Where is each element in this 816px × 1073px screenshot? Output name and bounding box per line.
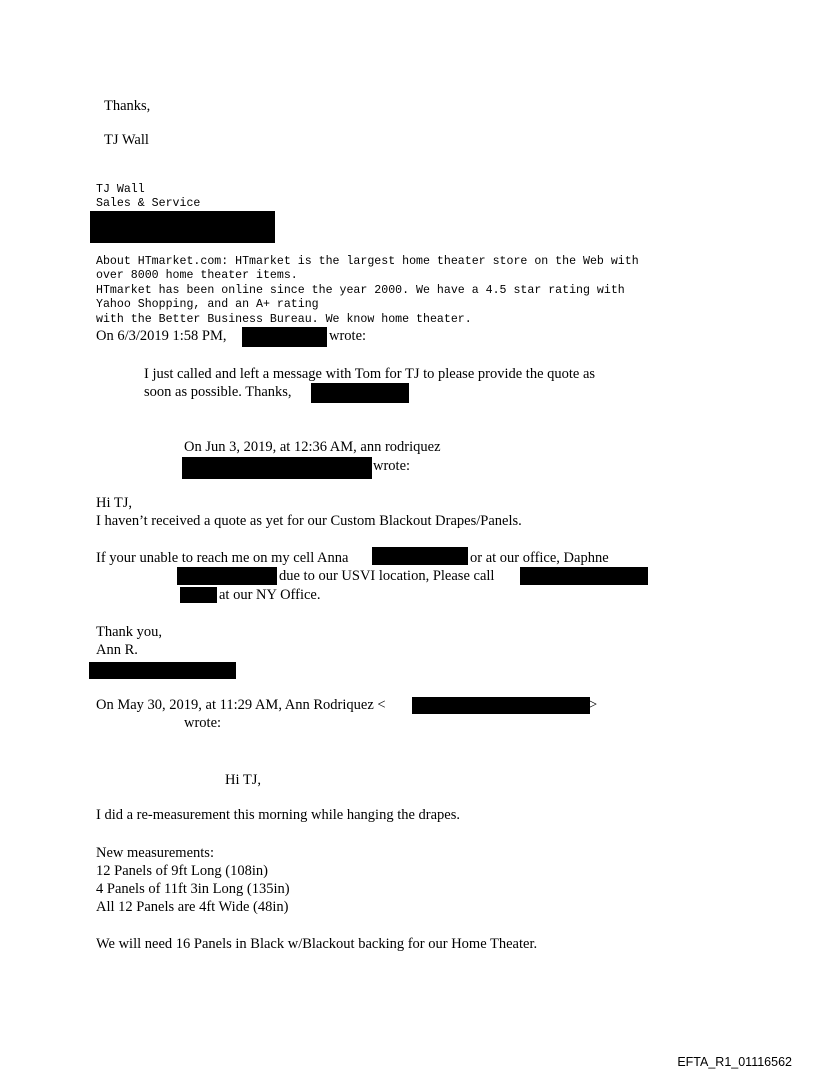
measurement-item: 12 Panels of 9ft Long (108in) bbox=[96, 863, 268, 879]
message-line: at our NY Office. bbox=[219, 587, 321, 603]
quote-header: On 6/3/2019 1:58 PM, bbox=[96, 328, 227, 344]
redaction-box bbox=[180, 587, 217, 603]
redaction-box bbox=[182, 457, 372, 479]
redaction-box bbox=[372, 547, 468, 565]
redaction-box bbox=[412, 697, 590, 714]
about-line: over 8000 home theater items. bbox=[96, 269, 298, 282]
greeting: Hi TJ, bbox=[225, 772, 261, 788]
message-line: If your unable to reach me on my cell Anna bbox=[96, 550, 349, 566]
quote-header: On May 30, 2019, at 11:29 AM, Ann Rodriquez < bbox=[96, 697, 386, 713]
quote-header: On Jun 3, 2019, at 12:36 AM, ann rodriquez bbox=[184, 439, 441, 455]
about-line: About HTmarket.com: HTmarket is the largest home theater store on the Web with bbox=[96, 255, 639, 268]
message-line: soon as possible. Thanks, bbox=[144, 384, 292, 400]
signoff: Ann R. bbox=[96, 642, 138, 658]
message-line: due to our USVI location, Please call bbox=[279, 568, 495, 584]
message-line: We will need 16 Panels in Black w/Blackout backing for our Home Theater. bbox=[96, 936, 538, 952]
document-id: EFTA_R1_01116562 bbox=[677, 1055, 792, 1069]
about-line: with the Better Business Bureau. We know home theater. bbox=[96, 313, 472, 326]
message-line: I just called and left a message with Tom for TJ to please provide the quote as bbox=[144, 366, 596, 382]
quote-header-wrote: wrote: bbox=[184, 715, 222, 731]
quote-header-wrote: wrote: bbox=[329, 328, 367, 344]
measurement-item: 4 Panels of 11ft 3in Long (135in) bbox=[96, 881, 290, 897]
about-line: HTmarket has been online since the year 2000. We have a 4.5 star rating with bbox=[96, 284, 625, 297]
signature-title: Sales & Service bbox=[96, 197, 201, 210]
closing-thanks: Thanks, bbox=[104, 98, 151, 114]
message-line: I haven’t received a quote as yet for our Custom Blackout Drapes/Panels. bbox=[96, 513, 522, 529]
closing-name: TJ Wall bbox=[104, 132, 149, 148]
redaction-box bbox=[177, 567, 277, 585]
signature-name: TJ Wall bbox=[96, 183, 145, 196]
measurement-item: All 12 Panels are 4ft Wide (48in) bbox=[96, 899, 289, 915]
redaction-box bbox=[311, 383, 409, 403]
quote-header-wrote: wrote: bbox=[373, 458, 411, 474]
measurements-title: New measurements: bbox=[96, 845, 214, 861]
greeting: Hi TJ, bbox=[96, 495, 132, 511]
redaction-box bbox=[242, 327, 327, 347]
redaction-box bbox=[90, 211, 275, 243]
about-line: Yahoo Shopping, and an A+ rating bbox=[96, 298, 319, 311]
message-line: or at our office, Daphne bbox=[470, 550, 609, 566]
signoff: Thank you, bbox=[96, 624, 163, 640]
quote-header-bracket: > bbox=[589, 697, 598, 713]
message-line: I did a re-measurement this morning while hanging the drapes. bbox=[96, 807, 461, 823]
redaction-box bbox=[89, 662, 236, 679]
redaction-box bbox=[520, 567, 648, 585]
